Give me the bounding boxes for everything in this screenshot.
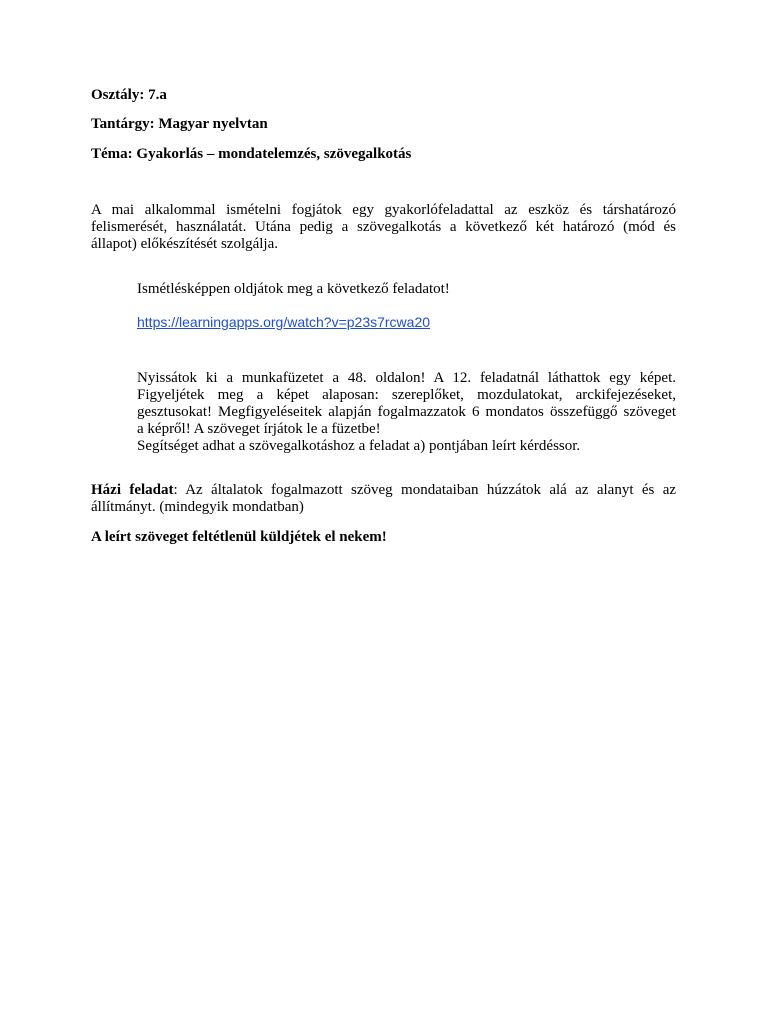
repeat-instruction-text: Ismétlésképpen oldjátok meg a következő feladatot! [137,281,450,297]
homework-line [91,482,676,499]
intro-line: A mai alkalommal ismételni fogjátok egy gyakorlófeladattal az eszköz és társhatározó [91,202,676,218]
task-help-line: Segítséget adhat a szövegalkotáshoz a feladat a) pontjában leírt kérdéssor. [137,438,581,454]
learningapps-link[interactable]: https://learningapps.org/watch?v=p23s7rcwa20 [137,314,431,330]
subject-heading: Tantárgy: Magyar nyelvtan [91,116,268,132]
task-line: gesztusokat! Megfigyeléseitek alapján fogalmazzatok 6 mondatos összefüggő szöveget [137,404,676,420]
intro-line: felismerését, használatát. Utána pedig a szövegalkotás a következő két határozó (mód és [91,219,676,235]
homework-paragraph [91,482,676,516]
class-heading: Osztály: 7.a [91,87,167,103]
task-paragraph [137,370,676,455]
task-line: Figyeljétek meg a képet alaposan: szereplőket, mozdulatokat, arckifejezéseket, [137,387,676,403]
homework-text: : Az általatok fogalmazott szöveg mondataiban húzzátok alá az alanyt és az [173,482,677,498]
repeat-instruction [137,281,676,298]
homework-line: állítmányt. (mindegyik mondatban) [91,499,304,515]
intro-paragraph [91,202,676,253]
topic-heading: Téma: Gyakorlás – mondatelemzés, szövegalkotás [91,146,412,162]
task-line: Nyissátok ki a munkafüzetet a 48. oldalon! A 12. feladatnál láthattok egy képet. [137,370,676,386]
closing-note: A leírt szöveget feltétlenül küldjétek el nekem! [91,529,387,545]
intro-line: állapot) előkészítését szolgálja. [91,236,279,252]
homework-label: Házi feladat [91,482,174,498]
task-line: a képről! A szöveget írjátok le a füzetbe! [137,421,381,437]
